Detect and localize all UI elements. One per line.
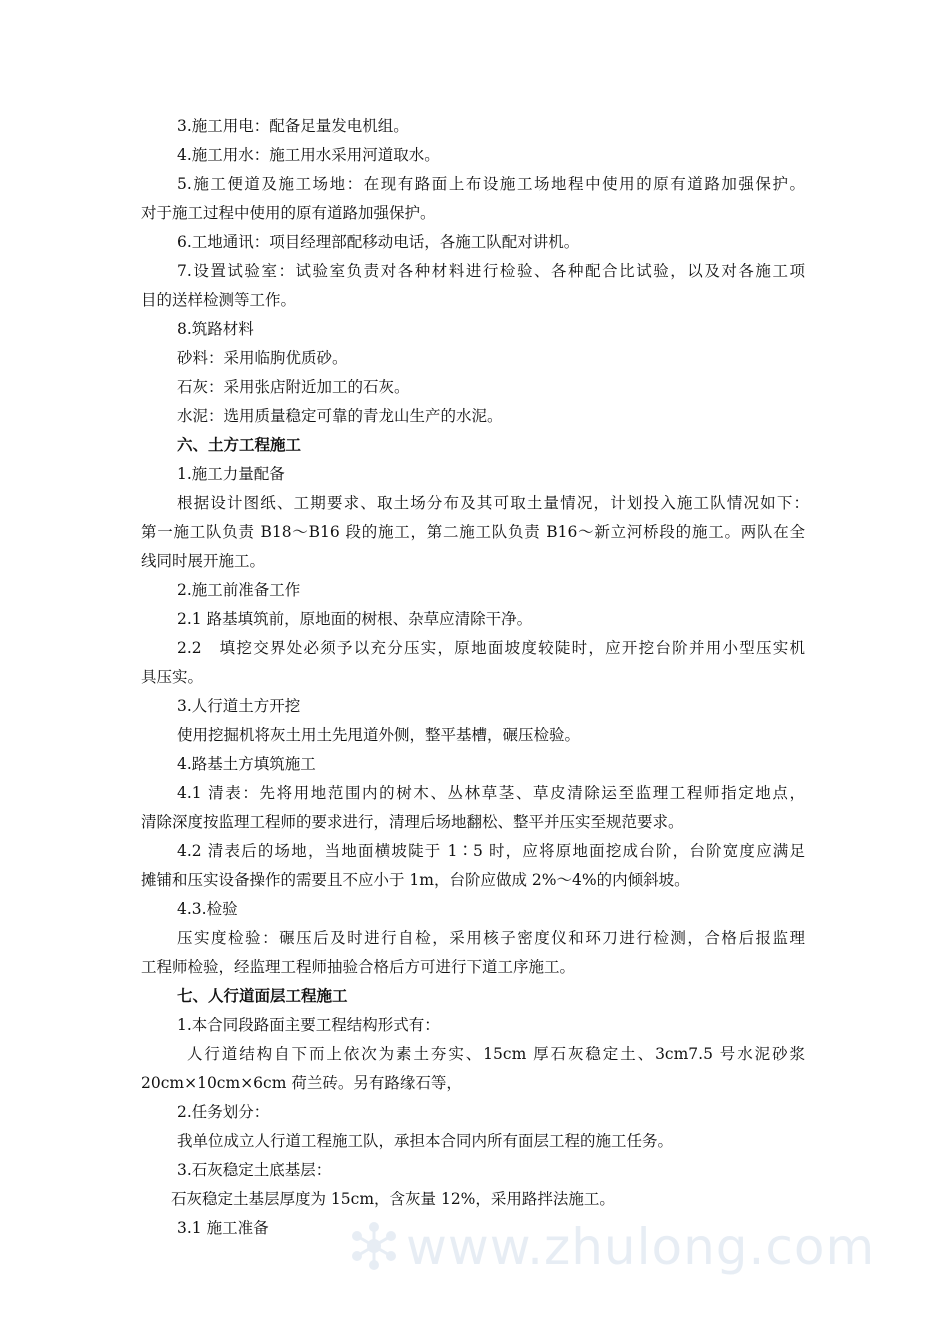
- paragraph-line: 根据设计图纸、工期要求、取土场分布及其可取土量情况，计划投入施工队情况如下：: [177, 494, 809, 512]
- paragraph-line: 石灰：采用张店附近加工的石灰。: [177, 378, 410, 396]
- paragraph-line: 第一施工队负责 B18～B16 段的施工，第二施工队负责 B16～新立河桥段的施工。两队在全: [141, 523, 805, 541]
- paragraph-line: 目的送样检测等工作。: [141, 291, 297, 309]
- paragraph-line: 具压实。: [141, 668, 204, 686]
- paragraph-line: 8.筑路材料: [177, 320, 254, 338]
- paragraph-line: 2.任务划分：: [177, 1103, 270, 1121]
- paragraph-line: 6.工地通讯：项目经理部配移动电话，各施工队配对讲机。: [177, 233, 580, 251]
- paragraph-line: 3.人行道土方开挖: [177, 697, 301, 715]
- paragraph-line: 压实度检验：碾压后及时进行自检，采用核子密度仪和环刀进行检测，合格后报监理: [177, 929, 805, 947]
- paragraph-line: 2.1 路基填筑前，原地面的树根、杂草应清除干净。: [177, 610, 533, 628]
- paragraph-line: 20cm×10cm×6cm 荷兰砖。另有路缘石等，: [141, 1074, 462, 1092]
- paragraph-line: 5.施工便道及施工场地：在现有路面上布设施工场地程中使用的原有道路加强保护。: [177, 175, 805, 193]
- paragraph-line: 摊铺和压实设备操作的需要且不应小于 1m，台阶应做成 2%～4%的内倾斜坡。: [141, 871, 690, 889]
- paragraph-line: 线同时展开施工。: [141, 552, 266, 570]
- section-heading: 六、土方工程施工: [177, 435, 302, 454]
- paragraph-line: 1.施工力量配备: [177, 465, 285, 483]
- paragraph-line: 3.1 施工准备: [177, 1219, 269, 1237]
- snowflake-logo-icon: [348, 1220, 400, 1272]
- paragraph-line: 3.石灰稳定土底基层：: [177, 1161, 332, 1179]
- watermark: [348, 1218, 876, 1278]
- watermark-text: www.zhulong.com: [406, 1218, 876, 1276]
- paragraph-line: 1.本合同段路面主要工程结构形式有：: [177, 1016, 440, 1034]
- paragraph-line: 4.施工用水：施工用水采用河道取水。: [177, 146, 440, 164]
- paragraph-line: 4.3.检验: [177, 900, 238, 918]
- paragraph-line: 2.2 填挖交界处必须予以充分压实，原地面坡度较陡时，应开挖台阶并用小型压实机: [177, 639, 805, 657]
- paragraph-line: 水泥：选用质量稳定可靠的青龙山生产的水泥。: [177, 407, 503, 425]
- paragraph-line: 4.1 清表：先将用地范围内的树木、丛林草茎、草皮清除运至监理工程师指定地点，: [177, 784, 805, 802]
- paragraph-line: 工程师检验，经监理工程师抽验合格后方可进行下道工序施工。: [141, 958, 576, 976]
- paragraph-line: 人行道结构自下而上依次为素土夯实、15cm 厚石灰稳定土、3cm7.5 号水泥砂浆: [187, 1045, 805, 1063]
- paragraph-line: 4.2 清表后的场地，当地面横坡陡于 1∶5 时，应将原地面挖成台阶，台阶宽度应满足: [177, 842, 805, 860]
- paragraph-line: 2.施工前准备工作: [177, 581, 301, 599]
- paragraph-line: 清除深度按监理工程师的要求进行，清理后场地翻松、整平并压实至规范要求。: [141, 813, 684, 831]
- paragraph-line: 7.设置试验室：试验室负责对各种材料进行检验、各种配合比试验，以及对各施工项: [177, 262, 805, 280]
- paragraph-line: 我单位成立人行道工程施工队，承担本合同内所有面层工程的施工任务。: [177, 1132, 674, 1150]
- paragraph-line: 4.路基土方填筑施工: [177, 755, 316, 773]
- paragraph-line: 砂料：采用临朐优质砂。: [177, 349, 348, 367]
- paragraph-line: 石灰稳定土基层厚度为 15cm，含灰量 12%，采用路拌法施工。: [171, 1190, 615, 1208]
- paragraph-line: 使用挖掘机将灰土用土先甩道外侧，整平基槽，碾压检验。: [177, 726, 581, 744]
- paragraph-line: 对于施工过程中使用的原有道路加强保护。: [141, 204, 436, 222]
- paragraph-line: 3.施工用电：配备足量发电机组。: [177, 117, 409, 135]
- section-heading: 七、人行道面层工程施工: [177, 986, 348, 1005]
